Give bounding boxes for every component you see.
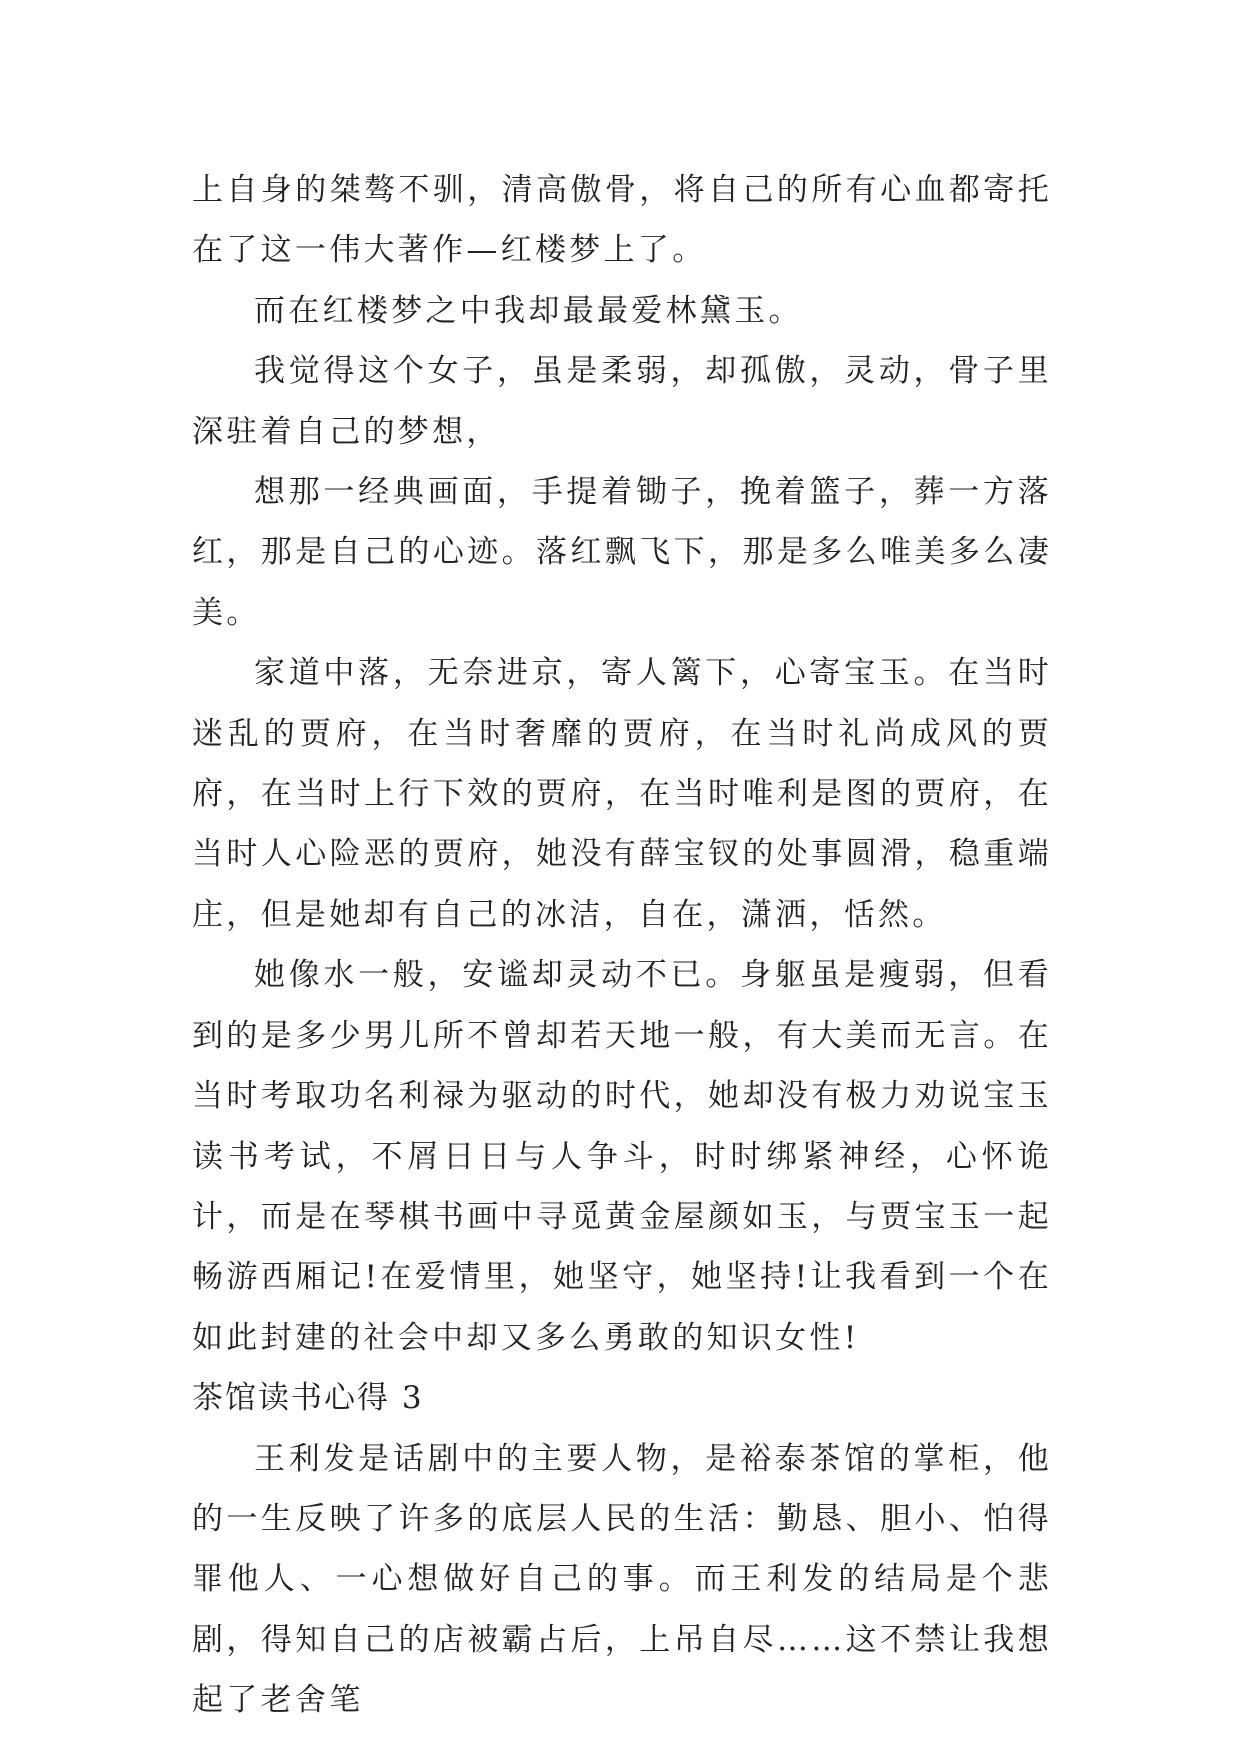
paragraph: 想那一经典画面，手提着锄子，挽着篮子，葬一方落红，那是自己的心迹。落红飘飞下，那是多么唯美多么凄美。 (192, 474, 1052, 631)
paragraph: 王利发是话剧中的主要人物，是裕泰茶馆的掌柜，他的一生反映了许多的底层人民的生活：勤恳、胆小、怕得罪他人、一心想做好自己的事。而王利发的结局是个悲剧，得知自己的店被霸占后，上吊自尽……这不禁让我想起了老舍笔 (192, 1440, 1052, 1719)
document-body (192, 160, 1052, 1731)
paragraph: 我觉得这个女子，虽是柔弱，却孤傲，灵动，骨子里深驻着自己的梦想， (192, 353, 1052, 450)
paragraph: 而在红楼梦之中我却最最爱林黛玉。 (254, 292, 803, 329)
paragraph: 家道中落，无奈进京，寄人篱下，心寄宝玉。在当时迷乱的贾府，在当时奢靡的贾府，在当时礼尚成风的贾府，在当时上行下效的贾府，在当时唯利是图的贾府，在当时人心险恶的贾府，她没有薛宝钗的处事圆滑，稳重端庄，但是她却有自己的冰洁，自在，潇洒，恬然。 (192, 655, 1052, 933)
section-heading: 茶馆读书心得 3 (192, 1380, 424, 1417)
paragraph-continuation: 上自身的桀骜不驯，清高傲骨，将自己的所有心血都寄托在了这一伟大著作—红楼梦上了。 (192, 172, 1052, 269)
paragraph: 她像水一般，安谧却灵动不已。身躯虽是瘦弱，但看到的是多少男儿所不曾却若天地一般，有大美而无言。在当时考取功名利禄为驱动的时代，她却没有极力劝说宝玉读书考试，不屑日日与人争斗，时时绑紧神经，心怀诡计，而是在琴棋书画中寻觅黄金屋颜如玉，与贾宝玉一起畅游西厢记!在爱情里，她坚守，她坚持!让我看到一个在如此封建的社会中却又多么勇敢的知识女性! (192, 957, 1052, 1356)
